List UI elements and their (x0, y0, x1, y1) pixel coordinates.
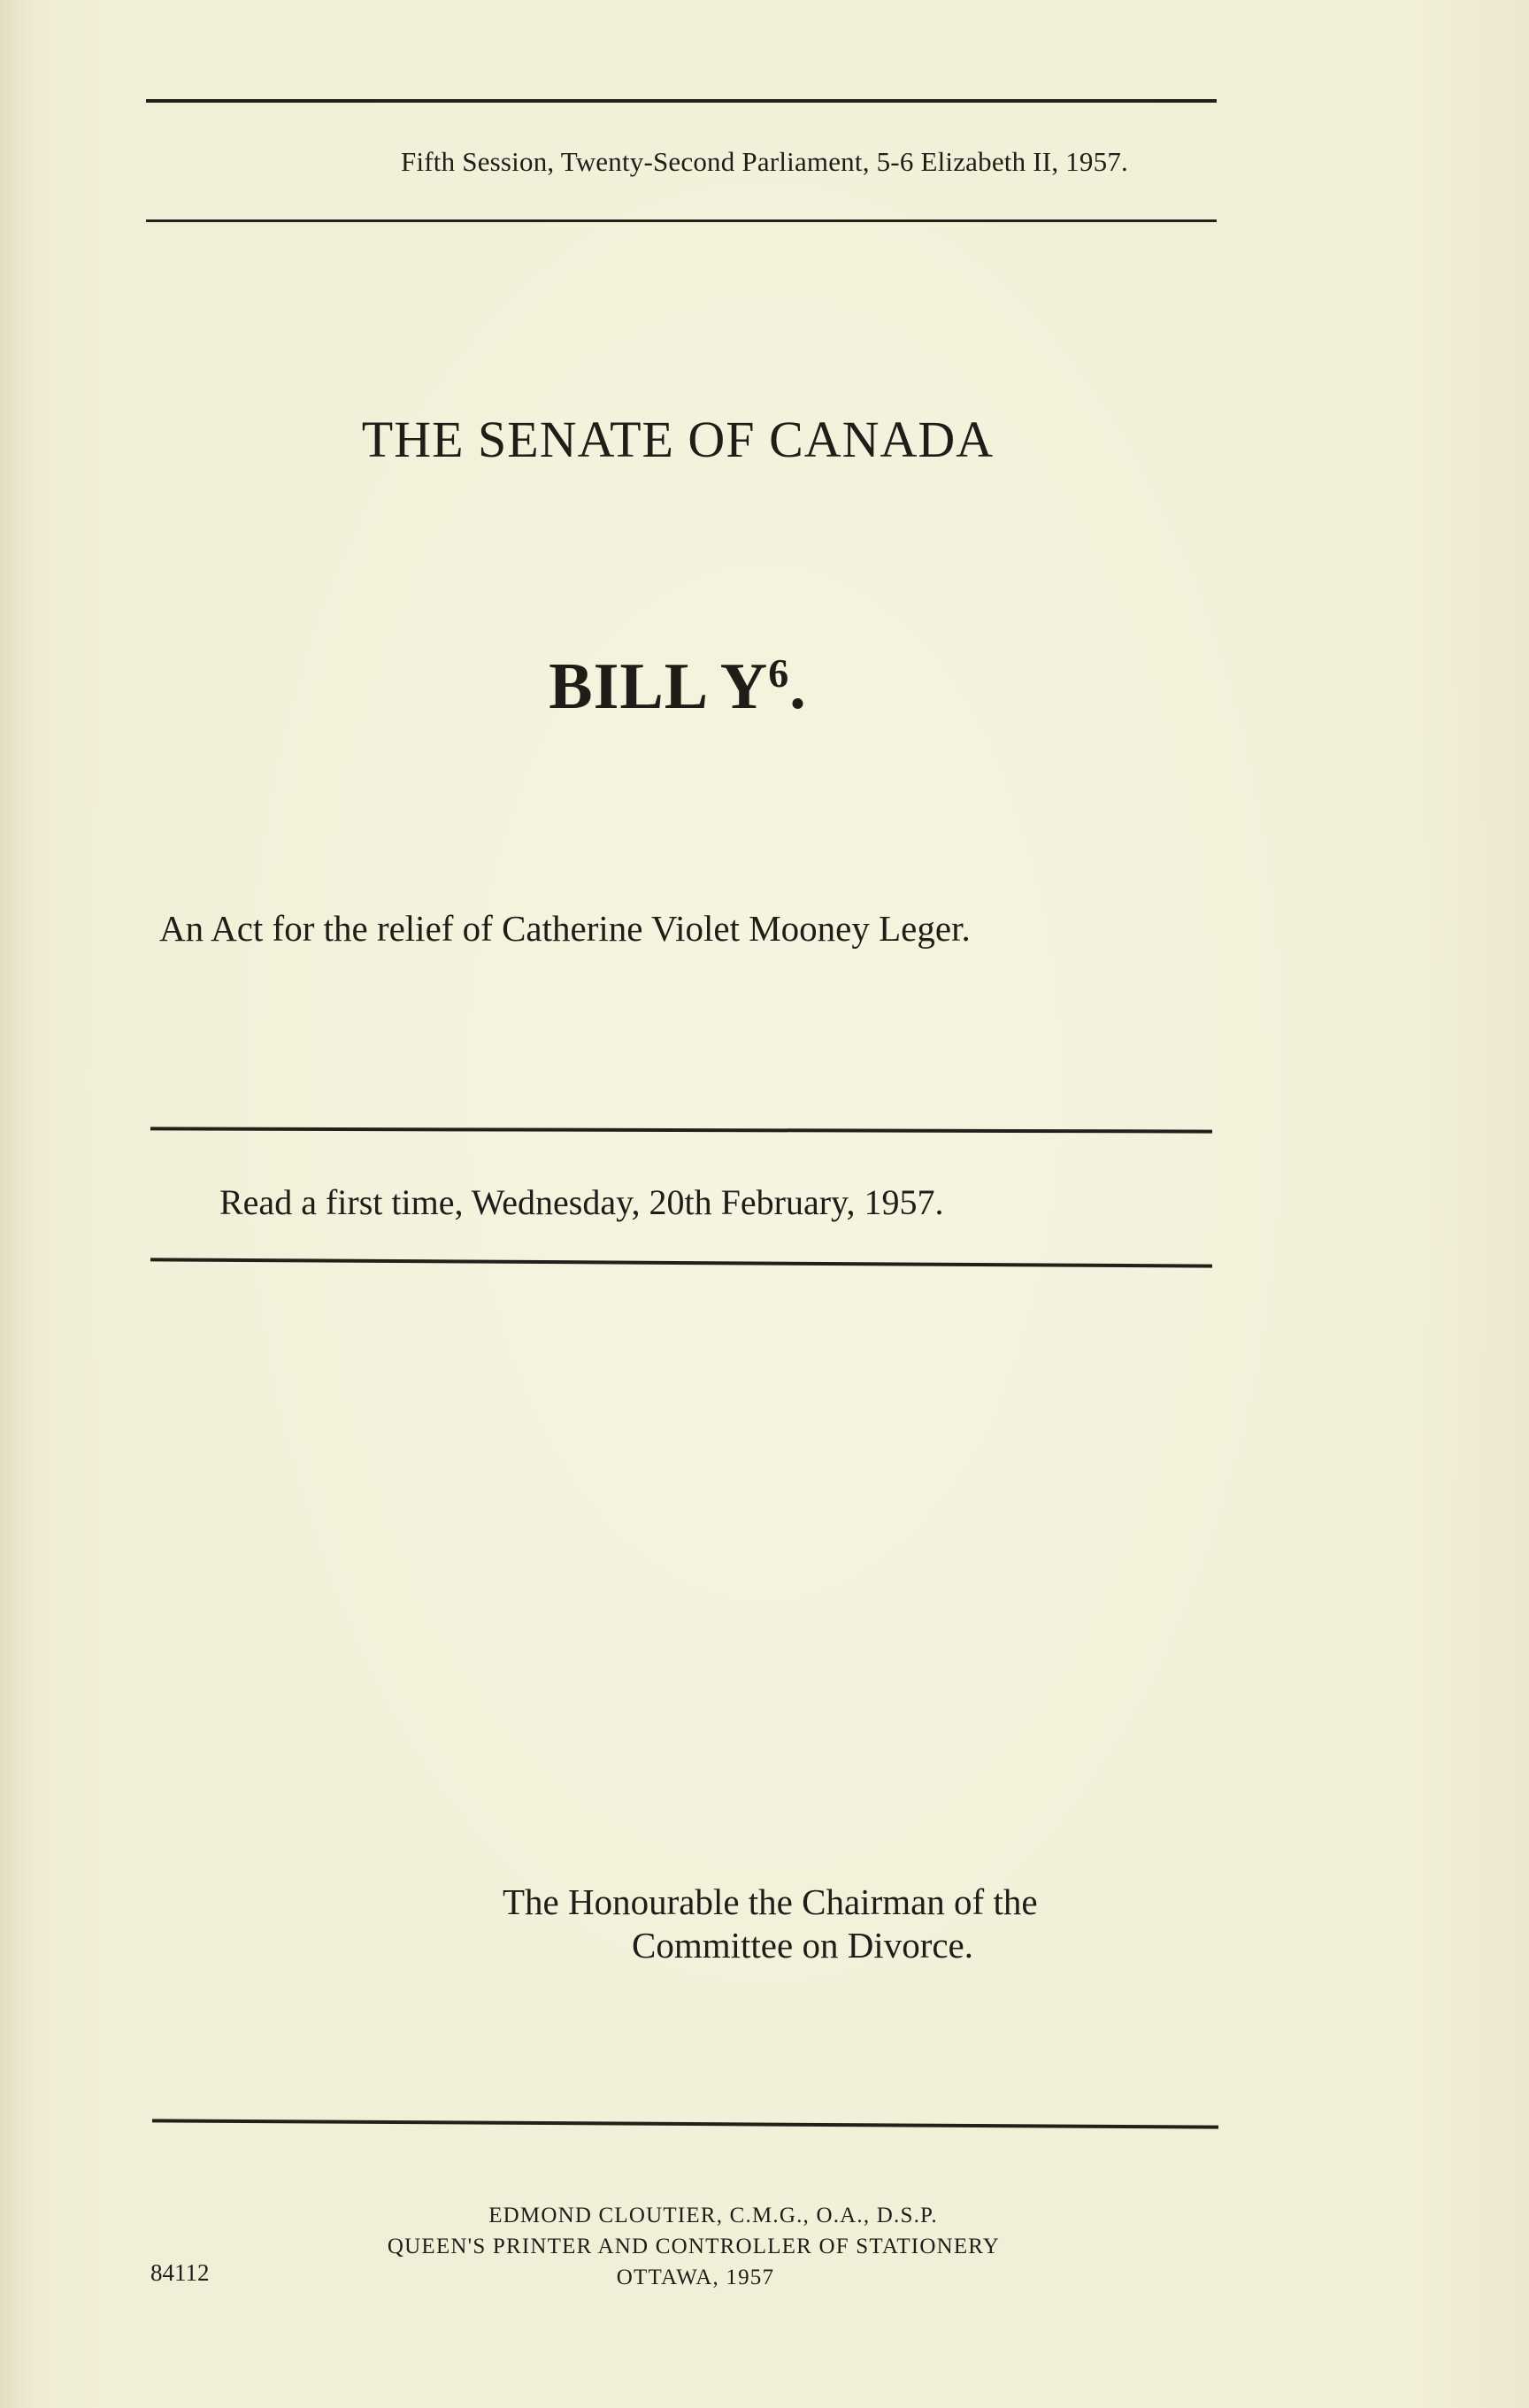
printer-line-1: EDMOND CLOUTIER, C.M.G., O.A., D.S.P. (488, 2204, 938, 2227)
bill-prefix: BILL Y (549, 650, 769, 723)
senate-title: THE SENATE OF CANADA (361, 411, 995, 468)
reading-note: Read a first time, Wednesday, 20th February, 1957. (219, 1182, 944, 1222)
bill-suffix: . (789, 650, 807, 723)
bill-number (0, 650, 1356, 725)
act-title: An Act for the relief of Catherine Violet Mooney Leger. (159, 908, 971, 949)
printer-line-3: OTTAWA, 1957 (616, 2266, 775, 2289)
printer-line-2: QUEEN'S PRINTER AND CONTROLLER OF STATIONERY (387, 2235, 1001, 2258)
reading-top-rule (150, 1127, 1212, 1133)
sponsor-line-1: The Honourable the Chairman of the (503, 1881, 1038, 1922)
header-bottom-rule (146, 219, 1217, 222)
bill-superscript: 6 (768, 650, 790, 696)
sponsor-line-2: Committee on Divorce. (632, 1925, 973, 1966)
footer-rule (152, 2119, 1218, 2128)
print-code: 84112 (150, 2259, 210, 2286)
session-header: Fifth Session, Twenty-Second Parliament, 5-6 Elizabeth II, 1957. (401, 146, 1128, 177)
top-rule (146, 99, 1217, 103)
reading-bottom-rule (150, 1258, 1212, 1267)
sponsor-note (503, 1881, 1038, 1967)
